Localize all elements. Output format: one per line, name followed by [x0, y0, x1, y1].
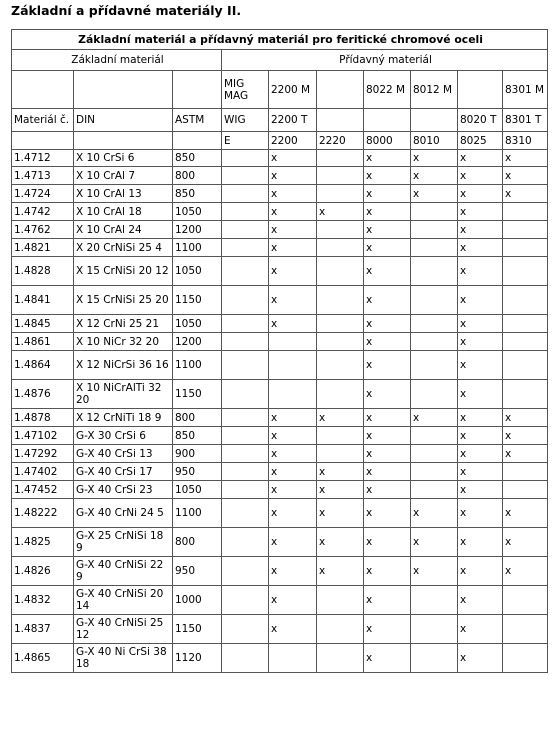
- cell-astm: 1200: [173, 221, 222, 239]
- cell-process: [222, 409, 269, 427]
- filler-t-3: [411, 109, 458, 132]
- filler-m-2: 8022 M: [364, 71, 411, 109]
- cell-filler-3: [411, 286, 458, 315]
- table-row: [12, 257, 548, 286]
- table-row: [12, 351, 548, 380]
- cell-astm: 850: [173, 427, 222, 445]
- filler-e-2: 8000: [364, 132, 411, 150]
- cell-process: [222, 499, 269, 528]
- cell-material-no: 1.4712: [12, 150, 74, 167]
- cell-astm: 1100: [173, 239, 222, 257]
- cell-material-no: 1.4742: [12, 203, 74, 221]
- cell-filler-mark: x: [269, 221, 317, 239]
- cell-filler-1: [317, 380, 364, 409]
- table-row: [12, 315, 548, 333]
- cell-filler-1: [317, 333, 364, 351]
- cell-filler-mark: x: [269, 409, 317, 427]
- table-row: [12, 286, 548, 315]
- cell-filler-mark: x: [317, 463, 364, 481]
- cell-filler-mark: x: [269, 445, 317, 463]
- cell-filler-mark: x: [458, 380, 503, 409]
- cell-filler-3: [411, 615, 458, 644]
- cell-filler-mark: x: [364, 185, 411, 203]
- cell-filler-1: [317, 615, 364, 644]
- cell-filler-mark: x: [503, 167, 548, 185]
- header-empty: [74, 71, 173, 109]
- cell-filler-5: [503, 615, 548, 644]
- table-row: [12, 380, 548, 409]
- cell-filler-mark: x: [364, 427, 411, 445]
- col-astm: ASTM: [173, 109, 222, 132]
- cell-filler-mark: x: [364, 644, 411, 673]
- cell-filler-mark: x: [269, 463, 317, 481]
- cell-filler-mark: x: [317, 203, 364, 221]
- cell-material-no: 1.4878: [12, 409, 74, 427]
- cell-din: X 10 CrAl 13: [74, 185, 173, 203]
- cell-filler-5: [503, 333, 548, 351]
- materials-table: [11, 29, 548, 673]
- cell-material-no: 1.48222: [12, 499, 74, 528]
- cell-filler-mark: x: [269, 586, 317, 615]
- cell-filler-3: [411, 463, 458, 481]
- header-row-mig: [12, 71, 548, 109]
- cell-filler-3: [411, 481, 458, 499]
- filler-m-5: 8301 M: [503, 71, 548, 109]
- cell-filler-mark: x: [364, 557, 411, 586]
- cell-process: [222, 315, 269, 333]
- cell-filler-mark: x: [364, 286, 411, 315]
- cell-filler-3: [411, 203, 458, 221]
- filler-t-4: 8020 T: [458, 109, 503, 132]
- cell-filler-mark: x: [503, 185, 548, 203]
- cell-din: G-X 25 CrNiSi 18 9: [74, 528, 173, 557]
- table-row: [12, 185, 548, 203]
- header-empty: [12, 132, 74, 150]
- cell-filler-mark: x: [458, 150, 503, 167]
- cell-filler-mark: x: [364, 615, 411, 644]
- filler-m-3: 8012 M: [411, 71, 458, 109]
- header-row-wig: [12, 109, 548, 132]
- cell-filler-5: [503, 315, 548, 333]
- cell-material-no: 1.4837: [12, 615, 74, 644]
- cell-filler-mark: x: [269, 557, 317, 586]
- cell-process: [222, 528, 269, 557]
- cell-process: [222, 463, 269, 481]
- cell-astm: 950: [173, 557, 222, 586]
- filler-m-4: [458, 71, 503, 109]
- cell-filler-mark: x: [458, 409, 503, 427]
- cell-filler-mark: x: [364, 203, 411, 221]
- header-empty: [173, 132, 222, 150]
- cell-din: X 12 NiCrSi 36 16: [74, 351, 173, 380]
- cell-filler-mark: x: [411, 557, 458, 586]
- cell-astm: 1100: [173, 499, 222, 528]
- cell-din: X 10 CrAl 7: [74, 167, 173, 185]
- header-empty: [173, 71, 222, 109]
- cell-din: G-X 40 CrNiSi 25 12: [74, 615, 173, 644]
- cell-process: [222, 185, 269, 203]
- cell-filler-5: [503, 286, 548, 315]
- cell-filler-mark: x: [458, 221, 503, 239]
- filler-t-5: 8301 T: [503, 109, 548, 132]
- cell-din: G-X 40 CrNiSi 22 9: [74, 557, 173, 586]
- cell-filler-mark: x: [458, 463, 503, 481]
- cell-filler-5: [503, 203, 548, 221]
- cell-material-no: 1.4865: [12, 644, 74, 673]
- cell-filler-3: [411, 333, 458, 351]
- header-empty: [12, 71, 74, 109]
- cell-filler-mark: x: [364, 257, 411, 286]
- cell-filler-mark: x: [317, 499, 364, 528]
- cell-process: [222, 257, 269, 286]
- cell-process: [222, 351, 269, 380]
- cell-filler-5: [503, 644, 548, 673]
- cell-material-no: 1.4825: [12, 528, 74, 557]
- cell-filler-3: [411, 257, 458, 286]
- cell-astm: 800: [173, 528, 222, 557]
- filler-e-4: 8025: [458, 132, 503, 150]
- cell-filler-mark: x: [503, 557, 548, 586]
- cell-filler-5: [503, 481, 548, 499]
- cell-process: [222, 427, 269, 445]
- cell-astm: 1150: [173, 380, 222, 409]
- cell-process: [222, 150, 269, 167]
- cell-filler-mark: x: [458, 203, 503, 221]
- filler-e-3: 8010: [411, 132, 458, 150]
- cell-astm: 1150: [173, 615, 222, 644]
- cell-filler-mark: x: [364, 351, 411, 380]
- cell-filler-mark: x: [317, 409, 364, 427]
- cell-filler-mark: x: [364, 167, 411, 185]
- cell-material-no: 1.47452: [12, 481, 74, 499]
- process-wig: WIG: [222, 109, 269, 132]
- cell-astm: 1050: [173, 315, 222, 333]
- cell-filler-mark: x: [458, 333, 503, 351]
- cell-din: G-X 30 CrSi 6: [74, 427, 173, 445]
- cell-process: [222, 615, 269, 644]
- cell-process: [222, 557, 269, 586]
- cell-filler-mark: x: [503, 150, 548, 167]
- table-row: [12, 203, 548, 221]
- cell-filler-1: [317, 644, 364, 673]
- cell-filler-mark: x: [458, 586, 503, 615]
- cell-filler-mark: x: [269, 315, 317, 333]
- table-row: [12, 221, 548, 239]
- cell-filler-5: [503, 351, 548, 380]
- filler-m-0: 2200 M: [269, 71, 317, 109]
- cell-material-no: 1.4821: [12, 239, 74, 257]
- cell-filler-mark: x: [269, 286, 317, 315]
- cell-filler-mark: x: [458, 167, 503, 185]
- cell-material-no: 1.4724: [12, 185, 74, 203]
- cell-din: G-X 40 Ni CrSi 38 18: [74, 644, 173, 673]
- cell-material-no: 1.4841: [12, 286, 74, 315]
- cell-filler-1: [317, 286, 364, 315]
- cell-filler-mark: x: [411, 528, 458, 557]
- cell-filler-1: [317, 315, 364, 333]
- group-base-header: Základní materiál: [12, 50, 222, 71]
- cell-filler-mark: x: [269, 615, 317, 644]
- cell-astm: 1100: [173, 351, 222, 380]
- filler-t-0: 2200 T: [269, 109, 317, 132]
- cell-filler-mark: x: [364, 333, 411, 351]
- cell-filler-3: [411, 221, 458, 239]
- cell-filler-1: [317, 445, 364, 463]
- cell-astm: 850: [173, 185, 222, 203]
- cell-din: X 15 CrNiSi 20 12: [74, 257, 173, 286]
- table-row: [12, 409, 548, 427]
- table-row: [12, 463, 548, 481]
- cell-din: X 10 NiCrAlTi 32 20: [74, 380, 173, 409]
- cell-filler-mark: x: [458, 481, 503, 499]
- cell-material-no: 1.47292: [12, 445, 74, 463]
- cell-process: [222, 333, 269, 351]
- cell-filler-mark: x: [458, 528, 503, 557]
- cell-filler-mark: x: [364, 586, 411, 615]
- cell-filler-mark: x: [458, 499, 503, 528]
- cell-filler-mark: x: [458, 557, 503, 586]
- cell-filler-mark: x: [503, 499, 548, 528]
- cell-filler-mark: x: [269, 499, 317, 528]
- process-e: E: [222, 132, 269, 150]
- cell-astm: 900: [173, 445, 222, 463]
- cell-filler-5: [503, 239, 548, 257]
- cell-process: [222, 380, 269, 409]
- cell-filler-mark: x: [317, 528, 364, 557]
- cell-filler-mark: x: [458, 351, 503, 380]
- cell-filler-0: [269, 644, 317, 673]
- filler-e-0: 2200: [269, 132, 317, 150]
- cell-filler-mark: x: [364, 445, 411, 463]
- cell-process: [222, 167, 269, 185]
- filler-t-1: [317, 109, 364, 132]
- cell-filler-mark: x: [411, 409, 458, 427]
- cell-filler-mark: x: [364, 239, 411, 257]
- table-row: [12, 615, 548, 644]
- cell-filler-mark: x: [364, 499, 411, 528]
- cell-filler-mark: x: [269, 257, 317, 286]
- cell-din: G-X 40 CrSi 17: [74, 463, 173, 481]
- table-row: [12, 528, 548, 557]
- col-din: DIN: [74, 109, 173, 132]
- cell-filler-3: [411, 644, 458, 673]
- cell-astm: 1050: [173, 481, 222, 499]
- cell-filler-1: [317, 167, 364, 185]
- cell-filler-mark: x: [364, 528, 411, 557]
- cell-filler-mark: x: [364, 380, 411, 409]
- cell-filler-1: [317, 427, 364, 445]
- cell-process: [222, 445, 269, 463]
- cell-process: [222, 586, 269, 615]
- cell-astm: 1050: [173, 257, 222, 286]
- cell-process: [222, 286, 269, 315]
- cell-process: [222, 221, 269, 239]
- table-title: Základní materiál a přídavný materiál pro feritické chromové oceli: [12, 30, 548, 50]
- cell-process: [222, 644, 269, 673]
- cell-material-no: 1.4826: [12, 557, 74, 586]
- cell-filler-mark: x: [269, 427, 317, 445]
- cell-filler-mark: x: [364, 315, 411, 333]
- cell-astm: 850: [173, 150, 222, 167]
- cell-filler-mark: x: [411, 150, 458, 167]
- table-row: [12, 427, 548, 445]
- table-row: [12, 239, 548, 257]
- page-title: Základní a přídavné materiály II.: [11, 3, 242, 18]
- cell-filler-mark: x: [458, 427, 503, 445]
- cell-filler-mark: x: [317, 481, 364, 499]
- cell-din: G-X 40 CrSi 23: [74, 481, 173, 499]
- cell-astm: 950: [173, 463, 222, 481]
- process-mig-mag: [222, 71, 269, 109]
- cell-astm: 800: [173, 409, 222, 427]
- cell-filler-5: [503, 586, 548, 615]
- cell-material-no: 1.4861: [12, 333, 74, 351]
- cell-astm: 1150: [173, 286, 222, 315]
- cell-filler-mark: x: [269, 528, 317, 557]
- cell-material-no: 1.4876: [12, 380, 74, 409]
- cell-filler-mark: x: [364, 150, 411, 167]
- cell-filler-mark: x: [364, 221, 411, 239]
- cell-material-no: 1.4832: [12, 586, 74, 615]
- table-row: [12, 333, 548, 351]
- table-row: [12, 499, 548, 528]
- cell-filler-1: [317, 239, 364, 257]
- cell-astm: 800: [173, 167, 222, 185]
- cell-filler-mark: x: [411, 185, 458, 203]
- cell-material-no: 1.47102: [12, 427, 74, 445]
- cell-material-no: 1.4828: [12, 257, 74, 286]
- cell-din: G-X 40 CrNiSi 20 14: [74, 586, 173, 615]
- table-row: [12, 557, 548, 586]
- table-row: [12, 150, 548, 167]
- cell-material-no: 1.4762: [12, 221, 74, 239]
- filler-t-2: [364, 109, 411, 132]
- cell-filler-0: [269, 380, 317, 409]
- cell-din: G-X 40 CrSi 13: [74, 445, 173, 463]
- cell-material-no: 1.4864: [12, 351, 74, 380]
- cell-process: [222, 203, 269, 221]
- cell-filler-5: [503, 463, 548, 481]
- cell-material-no: 1.47402: [12, 463, 74, 481]
- cell-filler-3: [411, 239, 458, 257]
- cell-filler-1: [317, 150, 364, 167]
- cell-din: X 15 CrNiSi 25 20: [74, 286, 173, 315]
- cell-filler-mark: x: [269, 239, 317, 257]
- cell-process: [222, 481, 269, 499]
- cell-filler-mark: x: [458, 644, 503, 673]
- cell-filler-0: [269, 333, 317, 351]
- cell-din: X 10 NiCr 32 20: [74, 333, 173, 351]
- cell-filler-mark: x: [364, 409, 411, 427]
- group-filler-header: Přídavný materiál: [222, 50, 548, 71]
- cell-filler-1: [317, 351, 364, 380]
- table-row: [12, 481, 548, 499]
- cell-filler-3: [411, 315, 458, 333]
- cell-filler-mark: x: [269, 167, 317, 185]
- process-mig-mag-label: MIG MAG: [224, 77, 249, 102]
- cell-material-no: 1.4713: [12, 167, 74, 185]
- cell-filler-5: [503, 257, 548, 286]
- cell-astm: 1120: [173, 644, 222, 673]
- cell-filler-mark: x: [458, 445, 503, 463]
- cell-filler-3: [411, 351, 458, 380]
- col-material-no: Materiál č.: [12, 109, 74, 132]
- cell-din: X 10 CrAl 18: [74, 203, 173, 221]
- cell-filler-5: [503, 221, 548, 239]
- cell-filler-3: [411, 586, 458, 615]
- cell-filler-3: [411, 445, 458, 463]
- cell-filler-0: [269, 351, 317, 380]
- cell-filler-mark: x: [503, 445, 548, 463]
- cell-din: X 20 CrNiSi 25 4: [74, 239, 173, 257]
- cell-filler-mark: x: [411, 499, 458, 528]
- cell-astm: 1050: [173, 203, 222, 221]
- cell-filler-mark: x: [458, 257, 503, 286]
- cell-filler-mark: x: [364, 481, 411, 499]
- cell-filler-3: [411, 427, 458, 445]
- cell-filler-1: [317, 586, 364, 615]
- filler-m-1: [317, 71, 364, 109]
- header-empty: [74, 132, 173, 150]
- cell-filler-1: [317, 257, 364, 286]
- cell-filler-mark: x: [269, 203, 317, 221]
- cell-filler-3: [411, 380, 458, 409]
- header-row-e: [12, 132, 548, 150]
- cell-filler-mark: x: [317, 557, 364, 586]
- table-row: [12, 167, 548, 185]
- table-body: [12, 30, 548, 673]
- cell-filler-mark: x: [458, 315, 503, 333]
- cell-process: [222, 239, 269, 257]
- cell-filler-5: [503, 380, 548, 409]
- group-header-row: [12, 50, 548, 71]
- table-row: [12, 586, 548, 615]
- table-title-row: [12, 30, 548, 50]
- cell-material-no: 1.4845: [12, 315, 74, 333]
- cell-din: G-X 40 CrNi 24 5: [74, 499, 173, 528]
- cell-filler-mark: x: [411, 167, 458, 185]
- filler-e-1: 2220: [317, 132, 364, 150]
- cell-din: X 12 CrNiTi 18 9: [74, 409, 173, 427]
- cell-din: X 10 CrSi 6: [74, 150, 173, 167]
- cell-filler-mark: x: [269, 150, 317, 167]
- table-row: [12, 644, 548, 673]
- cell-filler-mark: x: [269, 185, 317, 203]
- cell-din: X 12 CrNi 25 21: [74, 315, 173, 333]
- filler-e-5: 8310: [503, 132, 548, 150]
- cell-filler-mark: x: [503, 409, 548, 427]
- cell-astm: 1000: [173, 586, 222, 615]
- cell-filler-mark: x: [503, 528, 548, 557]
- cell-din: X 10 CrAl 24: [74, 221, 173, 239]
- cell-filler-mark: x: [364, 463, 411, 481]
- cell-filler-1: [317, 185, 364, 203]
- cell-filler-mark: x: [269, 481, 317, 499]
- cell-filler-mark: x: [458, 239, 503, 257]
- cell-astm: 1200: [173, 333, 222, 351]
- table-row: [12, 445, 548, 463]
- cell-filler-mark: x: [458, 615, 503, 644]
- cell-filler-mark: x: [458, 185, 503, 203]
- cell-filler-mark: x: [458, 286, 503, 315]
- cell-filler-mark: x: [503, 427, 548, 445]
- cell-filler-1: [317, 221, 364, 239]
